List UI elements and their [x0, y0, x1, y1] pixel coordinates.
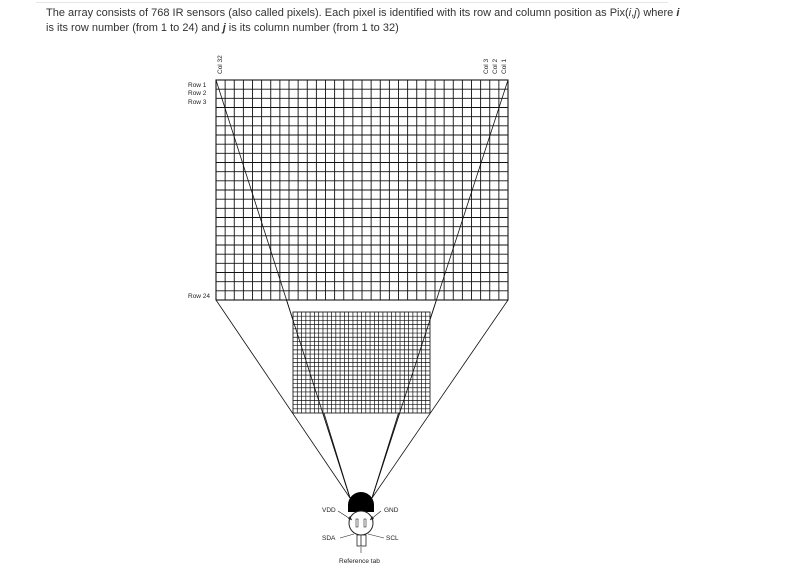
gnd-label: GND [384, 507, 399, 514]
sensor-cap-icon [348, 492, 374, 512]
col-32-label: Col 32 [217, 55, 224, 74]
sensor-body-icon [349, 511, 373, 535]
sda-label: SDA [322, 535, 336, 542]
sensor-package [338, 492, 384, 553]
scl-label: SCL [386, 535, 399, 542]
row-24-label: Row 24 [188, 293, 211, 300]
intro-paragraph: The array consists of 768 IR sensors (also called pixels). Each pixel is identified with its row and column position as Pix(i,j) where i is its row number (from 1 to 24) and j is its column number (from 1 to 32) [46, 7, 680, 34]
reference-tab-icon [357, 535, 366, 546]
col-2-label: Col 2 [492, 58, 499, 74]
row-1-label: Row 1 [188, 82, 207, 89]
reference-tab-label: Reference tab [339, 558, 380, 565]
row-3-label: Row 3 [188, 99, 207, 106]
vdd-label: VDD [322, 507, 336, 514]
row-2-label: Row 2 [188, 90, 207, 97]
pixel-grid-large [216, 80, 508, 300]
col-1-label: Col 1 [501, 58, 508, 74]
col-3-label: Col 3 [483, 58, 490, 74]
